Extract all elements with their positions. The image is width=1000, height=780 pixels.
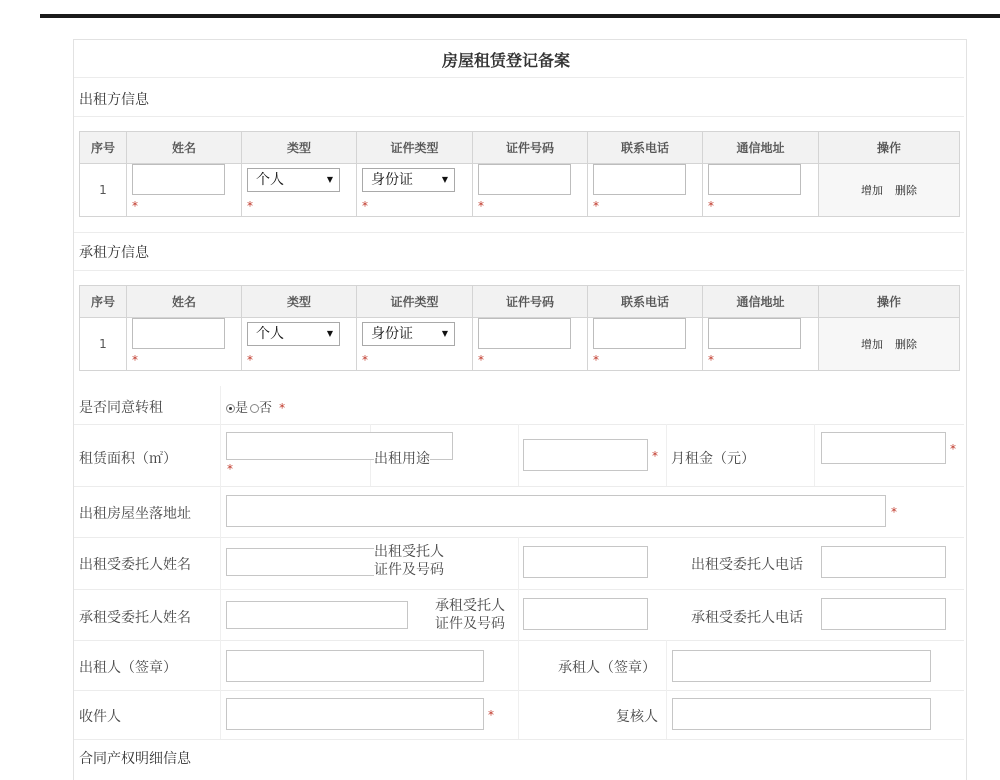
required-mark: * bbox=[708, 199, 714, 213]
lessor-type-select[interactable] bbox=[247, 168, 340, 192]
lessee-agent-id-label-line1: 承租受托人 bbox=[435, 598, 505, 614]
divider bbox=[518, 537, 519, 739]
header-address: 通信地址 bbox=[703, 286, 819, 318]
divider bbox=[74, 270, 964, 271]
lessor-id-number-input[interactable] bbox=[478, 164, 571, 195]
header-seq: 序号 bbox=[80, 132, 127, 164]
divider bbox=[666, 424, 667, 486]
lessor-id-type-value: 身份证 bbox=[371, 172, 413, 188]
divider bbox=[74, 640, 964, 641]
sublease-no-radio[interactable] bbox=[250, 404, 259, 413]
divider bbox=[220, 386, 221, 739]
dropdown-arrow-icon: ▼ bbox=[326, 329, 333, 338]
divider bbox=[74, 537, 964, 538]
address-input[interactable] bbox=[226, 495, 886, 527]
divider bbox=[74, 589, 964, 590]
required-mark: * bbox=[362, 353, 368, 367]
address-label: 出租房屋坐落地址 bbox=[79, 506, 191, 522]
required-mark: * bbox=[708, 353, 714, 367]
lessee-id-type-select[interactable] bbox=[362, 322, 455, 346]
sublease-no-label: 否 bbox=[259, 401, 273, 416]
header-name: 姓名 bbox=[127, 286, 242, 318]
lessee-sign-label: 承租人（签章） bbox=[558, 660, 656, 676]
table-header-row bbox=[80, 132, 960, 164]
divider bbox=[74, 424, 964, 425]
header-type: 类型 bbox=[242, 132, 357, 164]
reviewer-input[interactable] bbox=[672, 698, 931, 730]
header-phone: 联系电话 bbox=[588, 286, 703, 318]
lessor-id-type-select[interactable] bbox=[362, 168, 455, 192]
dropdown-arrow-icon: ▼ bbox=[326, 175, 333, 184]
header-id-type: 证件类型 bbox=[357, 286, 473, 318]
table-row bbox=[80, 318, 960, 371]
header-address: 通信地址 bbox=[703, 132, 819, 164]
lessor-agent-name-label: 出租受委托人姓名 bbox=[79, 557, 191, 573]
lessee-type-select[interactable] bbox=[247, 322, 340, 346]
required-mark: * bbox=[247, 199, 253, 213]
divider bbox=[74, 690, 964, 691]
sublease-yes-radio[interactable] bbox=[226, 404, 235, 413]
required-mark: * bbox=[488, 708, 494, 722]
lessor-sign-label: 出租人（签章） bbox=[79, 660, 177, 676]
receiver-input[interactable] bbox=[226, 698, 484, 730]
required-mark: * bbox=[132, 199, 138, 213]
required-mark: * bbox=[593, 353, 599, 367]
rent-label: 月租金（元） bbox=[671, 451, 755, 467]
header-id-number: 证件号码 bbox=[473, 132, 588, 164]
required-mark: * bbox=[652, 449, 658, 463]
rent-input[interactable] bbox=[821, 432, 946, 464]
lessee-agent-name-input[interactable] bbox=[226, 601, 408, 629]
lessor-name-input[interactable] bbox=[132, 164, 225, 195]
required-mark: * bbox=[247, 353, 253, 367]
divider bbox=[518, 424, 519, 486]
header-id-number: 证件号码 bbox=[473, 286, 588, 318]
lessor-agent-id-label-line2: 证件及号码 bbox=[374, 562, 444, 578]
area-label: 租赁面积（㎡） bbox=[79, 451, 177, 467]
lessee-agent-name-label: 承租受委托人姓名 bbox=[79, 610, 191, 626]
reviewer-label: 复核人 bbox=[616, 709, 658, 725]
header-seq: 序号 bbox=[80, 286, 127, 318]
required-mark: * bbox=[478, 353, 484, 367]
required-mark: * bbox=[362, 199, 368, 213]
lessor-sign-input[interactable] bbox=[226, 650, 484, 682]
lessee-name-input[interactable] bbox=[132, 318, 225, 349]
lessor-table bbox=[79, 131, 960, 217]
divider bbox=[74, 116, 964, 117]
divider bbox=[666, 640, 667, 739]
lessor-agent-id-label-line1: 出租受托人 bbox=[374, 544, 444, 560]
divider bbox=[74, 77, 964, 78]
lessor-agent-id-label bbox=[374, 543, 444, 579]
receiver-label: 收件人 bbox=[79, 709, 121, 725]
lessor-agent-phone-label: 出租受委托人电话 bbox=[691, 557, 803, 573]
dropdown-arrow-icon: ▼ bbox=[441, 175, 448, 184]
required-mark: * bbox=[593, 199, 599, 213]
required-mark: * bbox=[279, 401, 286, 415]
divider bbox=[74, 232, 964, 233]
delete-button[interactable]: 删除 bbox=[895, 184, 917, 197]
required-mark: * bbox=[227, 462, 233, 476]
lessee-agent-id-input[interactable] bbox=[523, 598, 648, 630]
usage-input[interactable] bbox=[523, 439, 648, 471]
lessor-address-input[interactable] bbox=[708, 164, 801, 195]
lessee-type-value: 个人 bbox=[256, 326, 284, 342]
table-header-row bbox=[80, 286, 960, 318]
lessee-phone-input[interactable] bbox=[593, 318, 686, 349]
lessee-agent-id-label-line2: 证件及号码 bbox=[435, 616, 505, 632]
lessor-agent-name-input[interactable] bbox=[226, 548, 381, 576]
required-mark: * bbox=[891, 505, 897, 519]
required-mark: * bbox=[132, 353, 138, 367]
dropdown-arrow-icon: ▼ bbox=[441, 329, 448, 338]
required-mark: * bbox=[478, 199, 484, 213]
row-index: 1 bbox=[80, 164, 127, 217]
add-button[interactable]: 增加 bbox=[861, 338, 883, 351]
lessor-section-title: 出租方信息 bbox=[79, 92, 149, 108]
header-actions: 操作 bbox=[819, 132, 960, 164]
lessee-agent-id-label bbox=[435, 597, 505, 633]
header-phone: 联系电话 bbox=[588, 132, 703, 164]
divider bbox=[814, 424, 815, 486]
divider bbox=[74, 486, 964, 487]
lessee-id-number-input[interactable] bbox=[478, 318, 571, 349]
divider bbox=[74, 739, 964, 740]
header-id-type: 证件类型 bbox=[357, 132, 473, 164]
lessee-id-type-value: 身份证 bbox=[371, 326, 413, 342]
lessee-agent-phone-input[interactable] bbox=[821, 598, 946, 630]
lessor-type-value: 个人 bbox=[256, 172, 284, 188]
delete-button[interactable]: 删除 bbox=[895, 338, 917, 351]
contract-section-title: 合同产权明细信息 bbox=[79, 751, 191, 767]
sublease-yes-label: 是 bbox=[235, 401, 249, 416]
usage-label: 出租用途 bbox=[374, 448, 430, 468]
table-row bbox=[80, 164, 960, 217]
lessor-agent-phone-input[interactable] bbox=[821, 546, 946, 578]
lessor-phone-input[interactable] bbox=[593, 164, 686, 195]
lessee-table bbox=[79, 285, 960, 371]
header-actions: 操作 bbox=[819, 286, 960, 318]
top-divider-bar bbox=[40, 14, 1000, 18]
header-type: 类型 bbox=[242, 286, 357, 318]
row-index: 1 bbox=[80, 318, 127, 371]
lessee-address-input[interactable] bbox=[708, 318, 801, 349]
lessee-sign-input[interactable] bbox=[672, 650, 931, 682]
lessor-agent-id-input[interactable] bbox=[523, 546, 648, 578]
sublease-label: 是否同意转租 bbox=[79, 400, 163, 416]
header-name: 姓名 bbox=[127, 132, 242, 164]
form-title: 房屋租赁登记备案 bbox=[441, 51, 570, 70]
lessee-section-title: 承租方信息 bbox=[79, 245, 149, 261]
required-mark: * bbox=[950, 442, 956, 456]
add-button[interactable]: 增加 bbox=[861, 184, 883, 197]
lessee-agent-phone-label: 承租受委托人电话 bbox=[691, 610, 803, 626]
sublease-radio-group bbox=[226, 397, 285, 416]
